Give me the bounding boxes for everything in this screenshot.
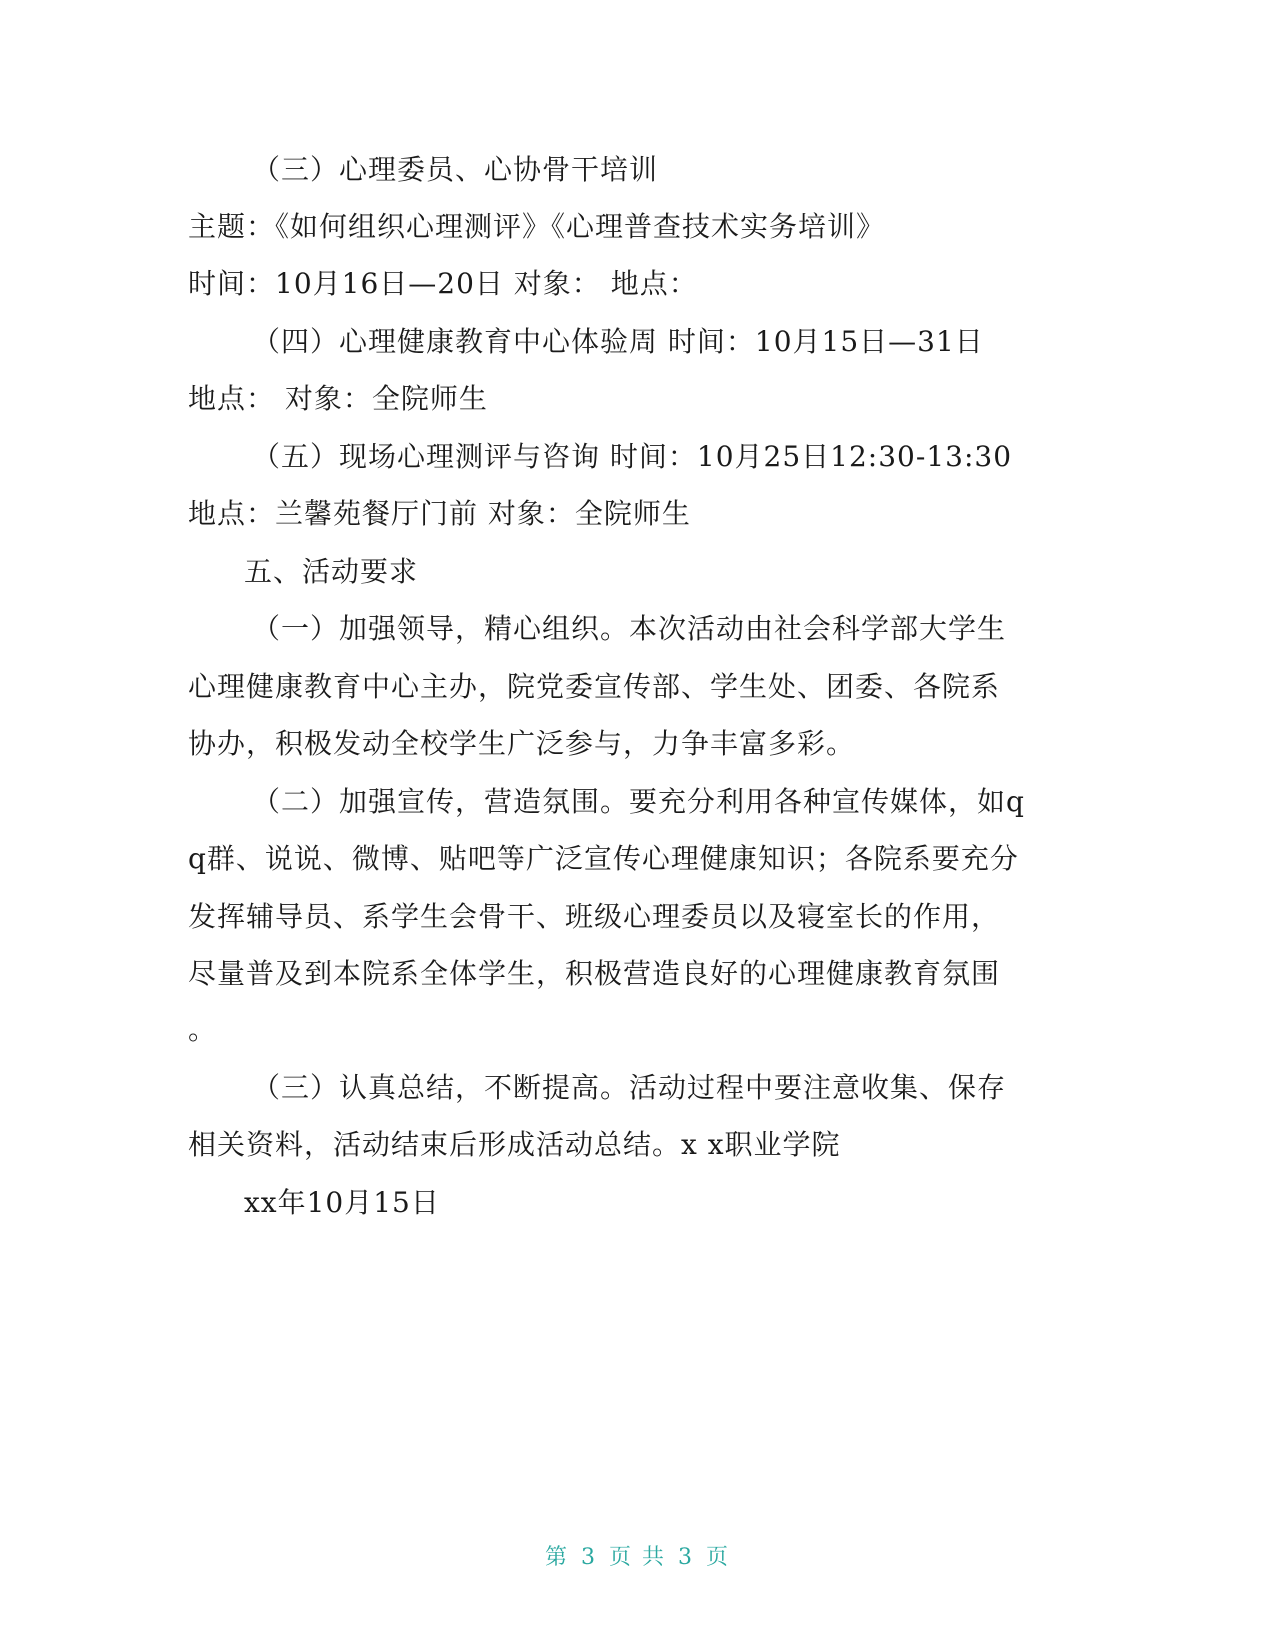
section-heading-5: （五）现场心理测评与咨询 时间：10月25日12:30-13:30: [252, 440, 1013, 473]
paragraph-line: 。: [188, 1013, 218, 1046]
paragraph-line: 尽量普及到本院系全体学生，积极营造良好的心理健康教育氛围: [188, 957, 1001, 990]
date-line: xx年10月15日: [244, 1186, 440, 1219]
paragraph-line: 发挥辅导员、系学生会骨干、班级心理委员以及寝室长的作用，: [188, 900, 1001, 933]
section-heading-3: （三）心理委员、心协骨干培训: [252, 153, 659, 186]
paragraph-line: （一）加强领导，精心组织。本次活动由社会科学部大学生: [252, 612, 1007, 645]
footer-page-number: 3: [581, 1545, 597, 1570]
paragraph-line: 主题：《如何组织心理测评》《心理普查技术实务培训》: [188, 210, 886, 243]
footer-prefix: 第: [544, 1545, 569, 1570]
footer-suffix: 页: [706, 1545, 731, 1570]
paragraph-line: 地点：兰馨苑餐厅门前 对象：全院师生: [188, 497, 691, 530]
footer-middle: 页 共: [609, 1545, 666, 1570]
paragraph-line: 地点： 对象：全院师生: [188, 382, 488, 415]
paragraph-line: q群、说说、微博、贴吧等广泛宣传心理健康知识；各院系要充分: [188, 842, 1019, 875]
paragraph-line: 心理健康教育中心主办，院党委宣传部、学生处、团委、各院系: [188, 670, 1001, 703]
paragraph-line: （三）认真总结，不断提高。活动过程中要注意收集、保存: [252, 1071, 1007, 1104]
section-heading-requirements: 五、活动要求: [244, 555, 419, 588]
paragraph-line: 协办，积极发动全校学生广泛参与，力争丰富多彩。: [188, 727, 856, 760]
paragraph-line: （二）加强宣传，营造氛围。要充分利用各种宣传媒体，如q: [252, 785, 1025, 818]
paragraph-line: 时间：10月16日—20日 对象： 地点：: [188, 267, 698, 300]
page-footer: [0, 1540, 1275, 1571]
section-heading-4: （四）心理健康教育中心体验周 时间：10月15日—31日: [252, 325, 984, 358]
paragraph-line: 相关资料，活动结束后形成活动总结。x x职业学院: [188, 1128, 841, 1161]
footer-total-pages: 3: [678, 1545, 694, 1570]
